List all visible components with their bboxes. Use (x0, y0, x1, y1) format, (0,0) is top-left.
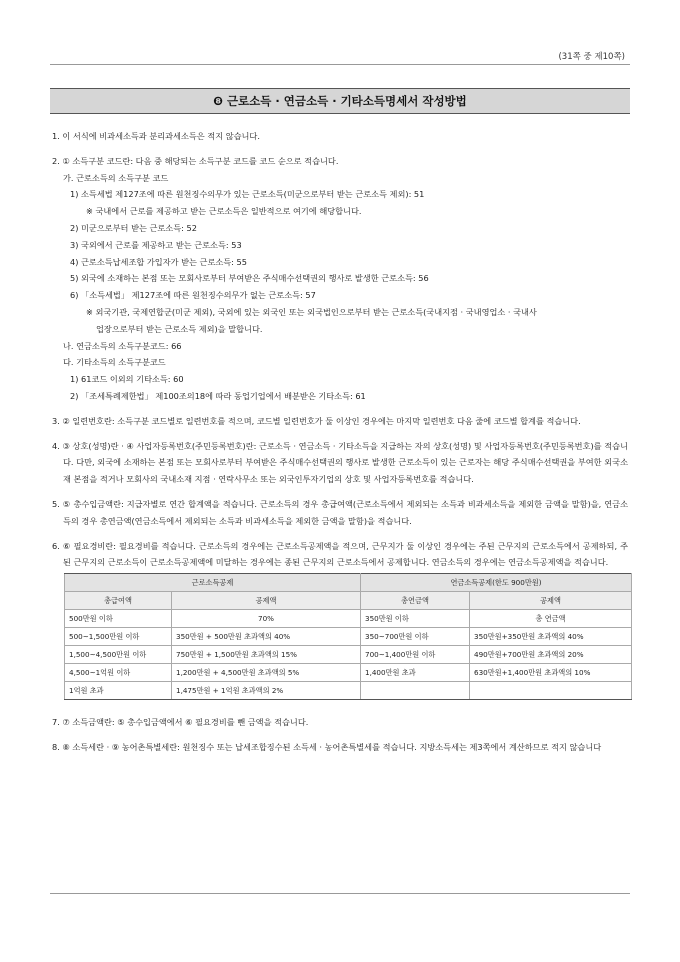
table-cell: 700~1,400만원 이하 (361, 646, 470, 664)
item-2-da: 다. 기타소득의 소득구분코드 (63, 357, 166, 368)
item-5: 5. ⑤ 총수입금액란: 지급자별로 연간 합계액을 적습니다. 근로소득의 경우 총급여액(근로소득에서 제외되는 소득과 비과세소득을 제외한 금액을 말함)을, 연금소득의 경우 총연금액(연금소득에서 제외되는 소득과 비과세소득을 제외한 금액을 말함)을 적습니다. (52, 498, 628, 526)
item-2-ga-4: 4) 근로소득납세조합 가입자가 받는 근로소득: 55 (70, 256, 247, 267)
table-cell: 500만원 이하 (65, 610, 172, 628)
item-2-ga-6-note: ※ 외국기관, 국제연합군(미군 제외), 국외에 있는 외국인 또는 외국법인으로부터 받는 근로소득(국내지점 · 국내영업소 · 국내사 (86, 306, 537, 317)
item-2-ga-3: 3) 국외에서 근로를 제공하고 받는 근로소득: 53 (70, 239, 242, 250)
column-header: 총연금액 (361, 592, 470, 610)
table-row (65, 682, 632, 700)
table-cell: 350~700만원 이하 (361, 628, 470, 646)
item-2-ga-1-note: ※ 국내에서 근로를 제공하고 받는 근로소득은 일반적으로 여기에 해당합니다. (86, 206, 362, 217)
item-2-ga-2: 2) 미군으로부터 받는 근로소득: 52 (70, 222, 197, 233)
table-cell (361, 682, 470, 700)
table-cell: 1,500~4,500만원 이하 (65, 646, 172, 664)
table-cell (470, 682, 632, 700)
item-2: 2. ① 소득구분 코드란: 다음 중 해당되는 소득구분 코드를 코드 순으로 적습니다. (52, 155, 339, 166)
deduction-table (64, 573, 632, 700)
item-3: 3. ② 일련번호란: 소득구분 코드별로 일련번호를 적으며, 코드별 일련번호가 둘 이상인 경우에는 마지막 일련번호 다음 줄에 코드별 합계를 적습니다. (52, 415, 581, 426)
table-cell: 1,475만원 + 1억원 초과액의 2% (172, 682, 361, 700)
item-1: 1. 이 서식에 비과세소득과 분리과세소득은 적지 않습니다. (52, 131, 260, 141)
column-header: 공제액 (470, 592, 632, 610)
table-cell: 1억원 초과 (65, 682, 172, 700)
item-2-ga-6-note-cont: 업장으로부터 받는 근로소득 제외)을 말합니다. (96, 323, 263, 334)
group-header-pension: 연금소득공제(한도 900만원) (361, 574, 632, 592)
table-cell: 4,500~1억원 이하 (65, 664, 172, 682)
item-8: 8. ⑧ 소득세란 · ⑨ 농어촌특별세란: 원천징수 또는 납세조합징수된 소득세 · 농어촌특별세를 적습니다. 지방소득세는 제3쪽에서 계산하므로 적지 않습니다 (52, 741, 602, 752)
instructions-body (52, 128, 628, 756)
item-2-ga: 가. 근로소득의 소득구분 코드 (63, 172, 169, 183)
table-cell: 630만원+1,400만원 초과액의 10% (470, 664, 632, 682)
page-number: (31쪽 중 제10쪽) (558, 52, 625, 62)
item-2-ga-5: 5) 외국에 소재하는 본점 또는 모회사로부터 부여받은 주식매수선택권의 행사로 발생한 근로소득: 56 (70, 273, 429, 284)
table-cell: 70% (172, 610, 361, 628)
table-cell: 1,400만원 초과 (361, 664, 470, 682)
table-row (65, 610, 632, 628)
table-cell: 490만원+700만원 초과액의 20% (470, 646, 632, 664)
group-header-earned-income: 근로소득공제 (65, 574, 361, 592)
table-cell: 총 연금액 (470, 610, 632, 628)
item-2-da-2: 2) 「조세특례제한법」 제100조의18에 따라 동업기업에서 배분받은 기타소득: 61 (70, 390, 366, 401)
table-cell: 1,200만원 + 4,500만원 초과액의 5% (172, 664, 361, 682)
column-header: 총급여액 (65, 592, 172, 610)
item-2-da-1: 1) 61코드 이외의 기타소득: 60 (70, 374, 184, 385)
top-divider (50, 64, 630, 65)
bottom-divider (50, 893, 630, 894)
table-cell: 350만원 이하 (361, 610, 470, 628)
table-cell: 750만원 + 1,500만원 초과액의 15% (172, 646, 361, 664)
item-7: 7. ⑦ 소득금액란: ⑤ 총수입금액에서 ⑥ 필요경비를 뺀 금액을 적습니다. (52, 717, 309, 728)
section-title: ❽ 근로소득 · 연금소득 · 기타소득명세서 작성방법 (50, 88, 630, 114)
item-2-na: 나. 연금소득의 소득구분코드: 66 (63, 340, 182, 351)
item-4: 4. ③ 상호(성명)란 · ④ 사업자등록번호(주민등록번호)란: 근로소득 · 연금소득 · 기타소득을 지급하는 자의 상호(성명) 및 사업자등록번호(주민등록번호)를 적습니다. 다만, 외국에 소재하는 본점 또는 모회사로부터 부여받은 주식매수선택권의 행사로 발생한 근로소득이 있는 근로자는 해당 주식매수선택권을 부여한 외국소재 본점을 적거나 모회사의 국내소재 지점 · 연락사무소 또는 외국인투자기업의 상호 및 사업자등록번호를 적습니다. (52, 440, 628, 485)
item-6: 6. ⑥ 필요경비란: 필요경비를 적습니다. 근로소득의 경우에는 근로소득공제액을 적으며, 근무지가 둘 이상인 경우에는 주된 근무지의 근로소득에서 공제하되, 주된 근무지의 근로소득이 근로소득공제액에 미달하는 경우에는 종된 근무지의 근로소득에서 공제합니다. 연금소득의 경우에는 연금소득공제액을 적습니다. (52, 540, 628, 568)
table-row (65, 628, 632, 646)
table-cell: 350만원 + 500만원 초과액의 40% (172, 628, 361, 646)
table-row (65, 664, 632, 682)
table-cell: 500~1,500만원 이하 (65, 628, 172, 646)
table-row (65, 646, 632, 664)
item-2-ga-1: 1) 소득세법 제127조에 따른 원천징수의무가 있는 근로소득(미군으로부터 받는 근로소득 제외): 51 (70, 189, 425, 200)
item-2-ga-6: 6) 「소득세법」 제127조에 따른 원천징수의무가 없는 근로소득: 57 (70, 290, 316, 301)
table-cell: 350만원+350만원 초과액의 40% (470, 628, 632, 646)
column-header: 공제액 (172, 592, 361, 610)
